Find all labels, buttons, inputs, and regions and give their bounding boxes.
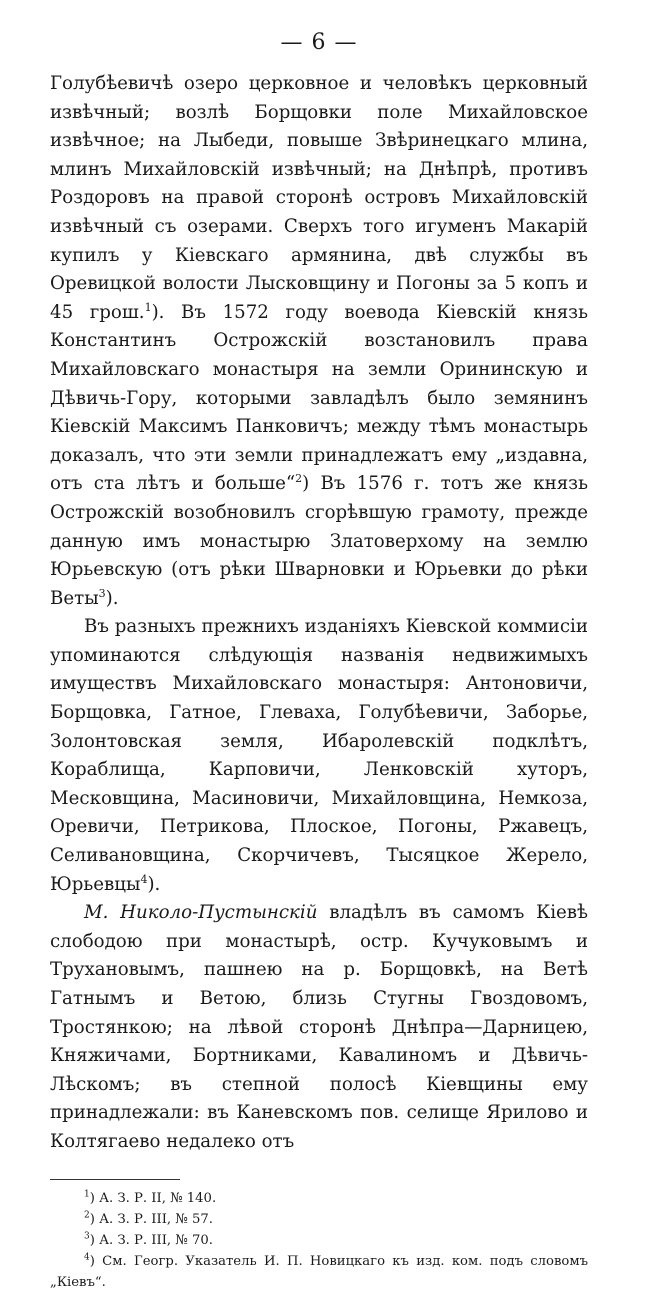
footnote-4: [50, 1251, 588, 1293]
footnote-text: ) См. Геогр. Указатель И. П. Новицкаго къ изд. ком. подъ словомъ „Кіевъ“.: [50, 1253, 588, 1290]
text-run: ).: [147, 873, 161, 895]
text-run: ).: [105, 587, 119, 609]
footnotes: [50, 1188, 588, 1293]
footnote-ref-4[interactable]: 4: [140, 872, 148, 886]
text-run: Въ разныхъ прежнихъ изданіяхъ Кіевской коммисіи упоминаются слѣдующія названія недвижимыхъ имуществъ Михайловскаго монастыря: Антоновичи, Борщовка, Гатное, Глеваха, Голубѣевичи, Заборье, Золонтовская земля, Ибаролевскій подклѣтъ, Кораблища, Карповичи, Ленковскій хуторъ, Месковщина, Масиновичи, Михайловщина, Немкоза, Оревичи, Петрикова, Плоское, Погоны, Ржавецъ, Селивановщина, Скорчичевъ, Тысяцкое Жерело, Юрьевцы: [50, 616, 588, 895]
footnote-text: ) А. З. Р. II, № 140.: [89, 1190, 217, 1206]
paragraph-2: [50, 613, 588, 899]
footnote-1: [50, 1188, 588, 1209]
footnote-mark: 4: [84, 1252, 90, 1263]
text-run: Голубѣевичѣ озеро церковное и человѣкъ церковный извѣчный; возлѣ Борщовки поле Михайловское извѣчное; на Лыбеди, повыше Звѣринецкаго млина, млинъ Михайловскій извѣчный; на Днѣпрѣ, противъ Роздоровъ на правой сторонѣ островъ Михайловскій извѣчный съ озерами. Сверхъ того игуменъ Макарій купилъ у Кіевскаго армянина, двѣ службы въ Оревицкой волости Лысковщину и Погоны за 5 копъ и 45 грош.: [50, 73, 588, 323]
text-run: владѣлъ въ самомъ Кіевѣ слободою при монастырѣ, остр. Кучуковымъ и Трухановымъ, пашнею на р. Борщовкѣ, на Ветѣ Гатнымъ и Ветою, близь Стугны Гвоздовомъ, Тростянкою; на лѣвой сторонѣ Днѣпра—Дарницею, Княжичами, Бортниками, Кавалиномъ и Дѣвичь-Лѣскомъ; въ степной полосѣ Кіевщины ему принадлежали: въ Каневскомъ пов. селище Ярилово и Колтягаево недалеко отъ: [50, 902, 588, 1152]
page-number: — 6 —: [280, 30, 358, 55]
footnote-ref-1[interactable]: 1: [144, 300, 152, 314]
footnote-2: [50, 1209, 588, 1230]
monastery-name: М. Николо-Пустынскій: [84, 902, 318, 924]
footnote-divider: [50, 1179, 180, 1180]
footnote-text: ) А. З. Р. III, № 70.: [89, 1232, 213, 1248]
footnote-mark: 3: [84, 1231, 90, 1242]
paragraph-3: [50, 899, 588, 1156]
footnote-mark: 2: [84, 1210, 90, 1221]
footnote-text: ) А. З. Р. III, № 57.: [89, 1211, 213, 1227]
paragraph-1: [50, 70, 588, 613]
footnote-ref-2[interactable]: 2: [295, 472, 303, 486]
footnote-mark: 1: [84, 1189, 90, 1200]
footnote-3: [50, 1230, 588, 1251]
text-run: ) Въ 1576 г. тотъ же князь Острожскій возобновилъ сгорѣвшую грамоту, прежде данную имъ монастырю Златоверхому на землю Юрьевскую (отъ рѣки Шварновки и Юрьевки до рѣки Веты: [50, 473, 588, 609]
footnote-ref-3[interactable]: 3: [98, 586, 106, 600]
body-text: [50, 70, 588, 1157]
text-run: ). Въ 1572 году воевода Кіевскій князь Константинъ Острожскій возстановилъ права Михайловскаго монастыря на земли Орининскую и Дѣвичь-Гору, которыми завладѣлъ было земянинъ Кіевскій Максимъ Панковичъ; между тѣмъ монастырь доказалъ, что эти земли принадлежатъ ему „издавна, отъ ста лѣтъ и больше“: [50, 301, 588, 495]
